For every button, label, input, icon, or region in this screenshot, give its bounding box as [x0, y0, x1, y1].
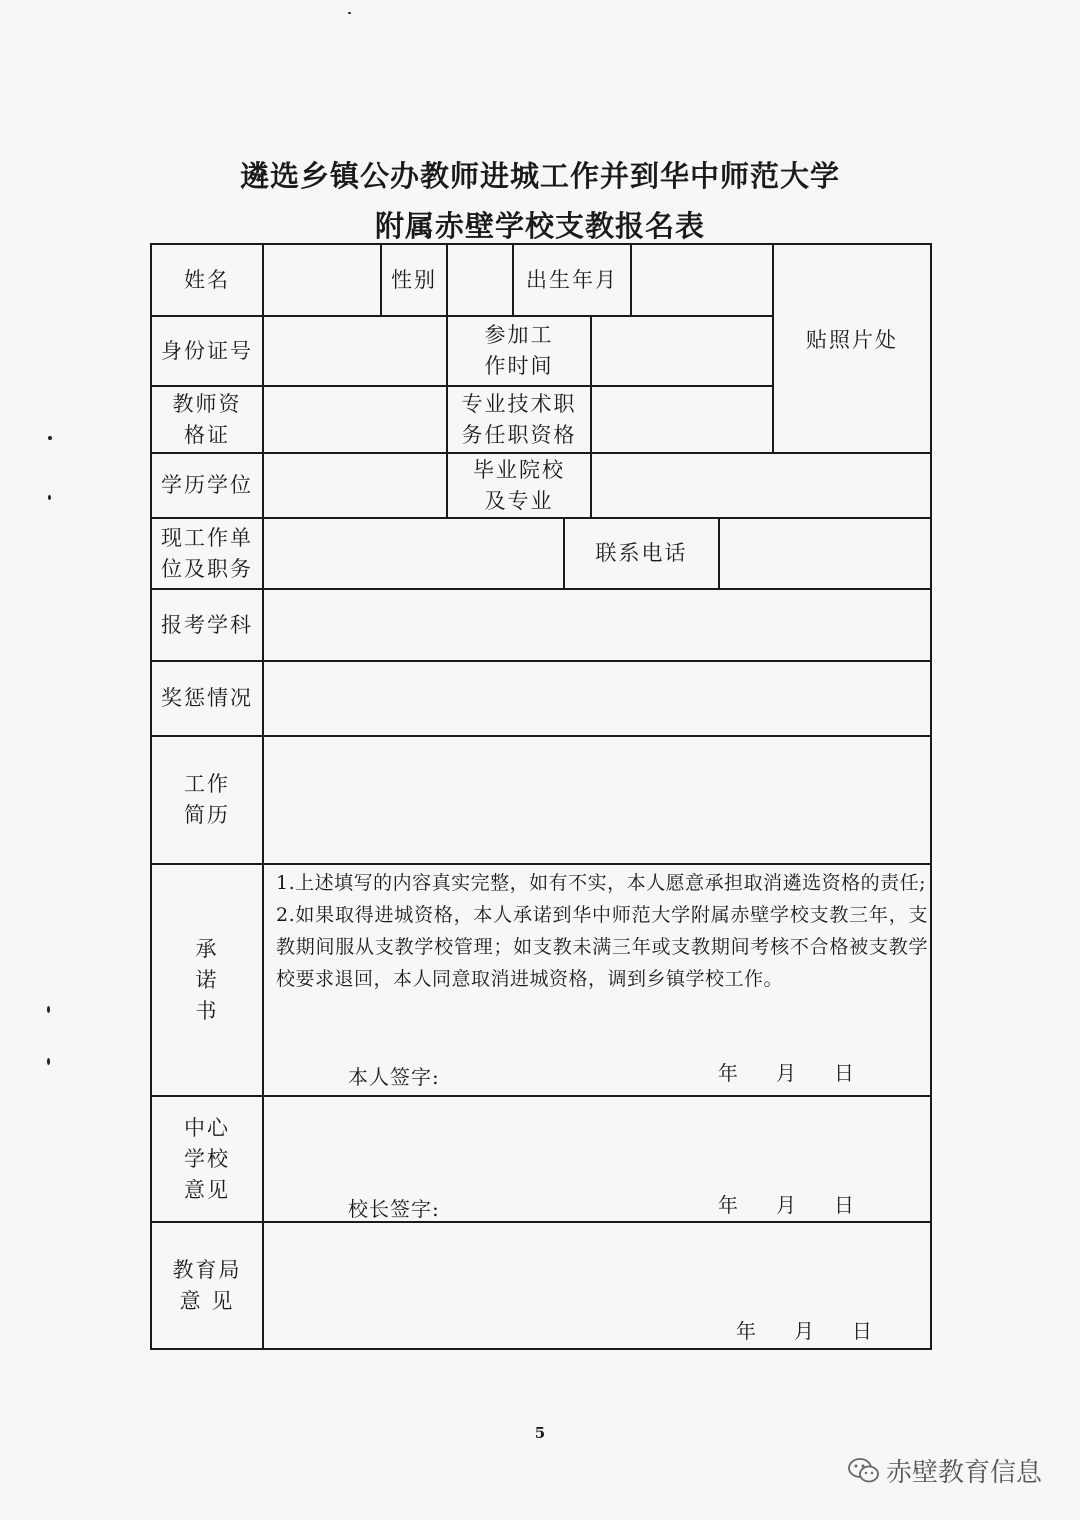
date-year: 年 [736, 1319, 756, 1343]
self-sign-date [718, 1057, 892, 1086]
page-number: 5 [534, 1424, 546, 1442]
pledge-text [276, 867, 928, 995]
rewards-field[interactable] [264, 662, 930, 735]
birth-label: 出生年月 [526, 267, 618, 292]
table-border-bottom [150, 1348, 932, 1350]
form-title-line2: 附属赤壁学校支教报名表 [374, 209, 705, 243]
scan-speck [48, 436, 52, 440]
work-start-field[interactable] [592, 317, 772, 385]
scan-speck [48, 495, 51, 500]
tech-title-label: 专业技术职 务任职资格 [461, 391, 577, 447]
name-label: 姓名 [184, 267, 230, 292]
education-label: 学历学位 [161, 473, 253, 497]
school-major-field[interactable] [592, 454, 930, 517]
edu-bureau-date [736, 1315, 910, 1344]
id-field[interactable] [264, 317, 446, 385]
wechat-icon [848, 1458, 880, 1484]
row-line [150, 1095, 932, 1097]
date-day: 日 [834, 1061, 854, 1085]
birth-field[interactable] [632, 245, 772, 315]
row-line [150, 863, 932, 865]
pledge-item-1: 1.上述填写的内容真实完整，如有不实，本人愿意承担取消遴选资格的责任; [276, 872, 927, 894]
pledge-label: 承 诺 书 [195, 936, 219, 1023]
scan-speck [348, 12, 351, 14]
education-field[interactable] [264, 454, 446, 517]
subject-label: 报考学科 [161, 612, 253, 637]
photo-label: 贴照片处 [806, 328, 898, 352]
resume-label: 工作 简历 [184, 772, 230, 827]
school-major-label: 毕业院校 及专业 [473, 457, 565, 513]
registration-form-table [150, 243, 932, 1350]
id-label: 身份证号 [161, 338, 253, 363]
gender-field[interactable] [448, 245, 512, 315]
phone-label: 联系电话 [595, 541, 688, 565]
date-month: 月 [776, 1061, 796, 1085]
work-start-label: 参加工 作时间 [484, 323, 554, 378]
date-month: 月 [794, 1319, 814, 1343]
date-month: 月 [776, 1193, 796, 1217]
teacher-cert-label: 教师资 格证 [172, 391, 242, 447]
gender-label: 性别 [391, 267, 437, 292]
principal-sign-date [718, 1189, 892, 1218]
tech-title-field[interactable] [592, 387, 772, 452]
current-unit-label: 现工作单 位及职务 [161, 525, 253, 581]
date-year: 年 [718, 1061, 738, 1085]
scan-speck [47, 1058, 50, 1065]
resume-field[interactable] [264, 737, 930, 863]
teacher-cert-field[interactable] [264, 387, 446, 452]
date-day: 日 [852, 1319, 872, 1343]
subject-field[interactable] [264, 590, 930, 660]
table-border-right [930, 243, 932, 1350]
pledge-item-2: 2.如果取得进城资格，本人承诺到华中师范大学附属赤壁学校支教三年，支教期间服从支教学校管理；如支教未满三年或支教期间考核不合格被支教学校要求退回，本人同意取消进城资格，调到乡镇学校工作。 [276, 904, 928, 990]
principal-sign-label: 校长签字: [348, 1197, 440, 1221]
row-line [150, 1221, 932, 1223]
date-year: 年 [718, 1193, 738, 1217]
scan-speck [47, 1006, 50, 1013]
watermark-text: 赤壁教育信息 [886, 1458, 1043, 1488]
phone-field[interactable] [720, 519, 930, 588]
current-unit-field[interactable] [264, 519, 563, 588]
watermark [848, 1452, 1042, 1489]
rewards-label: 奖惩情况 [161, 686, 253, 710]
name-field[interactable] [264, 245, 380, 315]
date-day: 日 [834, 1193, 854, 1217]
form-title-line1: 遴选乡镇公办教师进城工作并到华中师范大学 [239, 159, 840, 193]
edu-bureau-label: 教育局 意 见 [172, 1257, 242, 1313]
center-school-label: 中心 学校 意见 [184, 1115, 230, 1202]
self-sign-label: 本人签字: [348, 1065, 440, 1089]
